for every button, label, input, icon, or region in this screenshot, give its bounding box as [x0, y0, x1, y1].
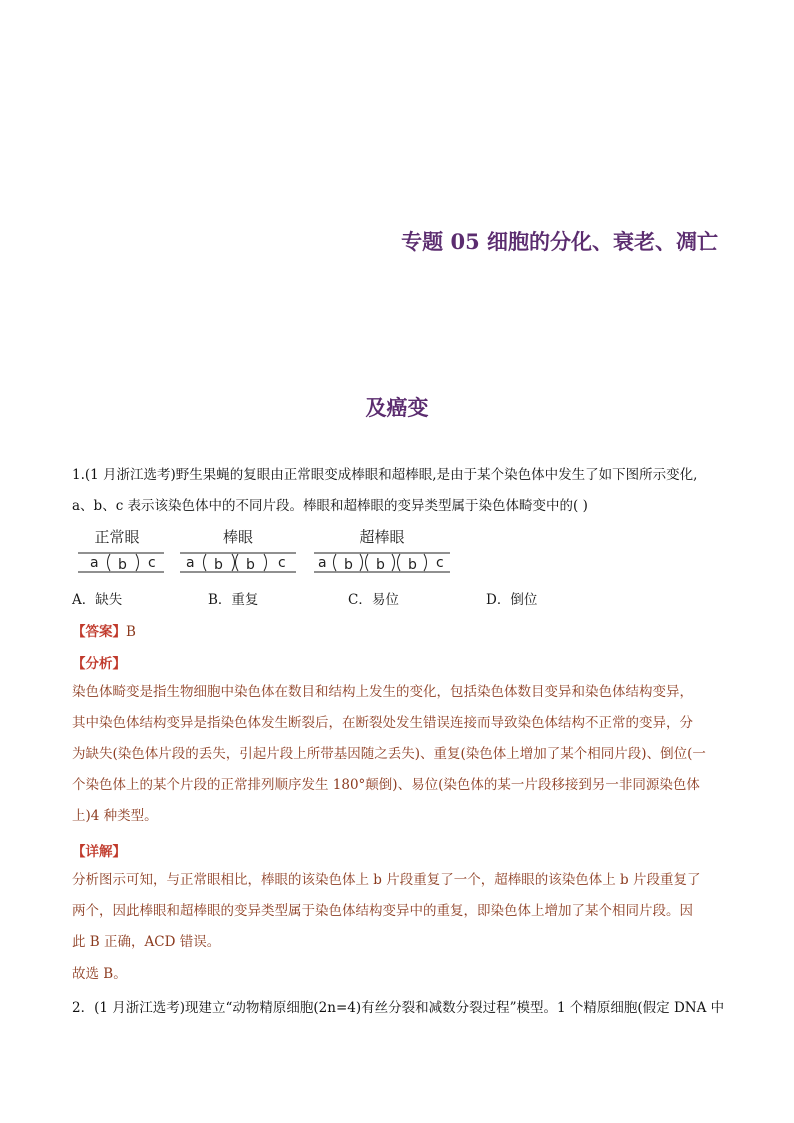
analysis-line: 为缺失(染色体片段的丢失，引起片段上所带基因随之丢失)、重复(染色体上增加了某个相同片段)、倒位(一: [72, 746, 706, 762]
detail-line: 两个，因此棒眼和超棒眼的变异类型属于染色体结构变异中的重复，即染色体上增加了某个相同片段。因: [72, 903, 693, 919]
chromosome-normal: [78, 553, 164, 573]
question2-stem: 2．(1 月浙江选考)现建立“动物精原细胞(2n=4)有丝分裂和减数分裂过程”模型。1 个精原细胞(假定 DNA 中: [72, 1000, 725, 1016]
chromosome-bar: [180, 553, 296, 573]
segment-b: b: [376, 557, 385, 573]
segment-b: b: [408, 557, 417, 573]
analysis-line: 其中染色体结构变异是指染色体发生断裂后，在断裂处发生错误连接而导致染色体结构不正常的变异，分: [72, 715, 693, 731]
segment-a: a: [318, 555, 327, 571]
option-b: B．重复: [208, 592, 259, 608]
segment-b: b: [214, 557, 223, 573]
page-title-line1: 专题 05 细胞的分化、衰老、凋亡: [401, 229, 718, 254]
conclusion: 故选 B。: [72, 966, 127, 982]
detail-tag: 【详解】: [72, 844, 126, 860]
answer-tag: 【答案】: [72, 624, 126, 640]
analysis-line: 个染色体上的某个片段的正常排列顺序发生 180°颠倒)、易位(染色体的某一片段移接到另一非同源染色体: [72, 777, 700, 793]
answer-line: [72, 620, 136, 640]
analysis-text: [72, 677, 732, 832]
question1-stem: [72, 460, 732, 522]
question1-stem-line2: a、b、c 表示该染色体中的不同片段。棒眼和超棒眼的变异类型属于染色体畸变中的( ): [72, 498, 588, 514]
option-a: A．缺失: [72, 592, 123, 608]
segment-a: a: [90, 555, 99, 571]
chromosome-ultrabar: [314, 553, 450, 573]
segment-c: c: [278, 555, 286, 571]
answer-value: B: [126, 624, 136, 640]
option-d: D．倒位: [486, 592, 538, 608]
analysis-line: 染色体畸变是指生物细胞中染色体在数目和结构上发生的变化，包括染色体数目变异和染色体结构变异，: [72, 684, 693, 700]
figure-label-normal: 正常眼: [94, 528, 140, 546]
question1-stem-line1: 1.(1 月浙江选考)野生果蝇的复眼由正常眼变成棒眼和超棒眼,是由于某个染色体中发生了如下图所示变化,: [72, 467, 698, 483]
page-title-line2: 及癌变: [365, 395, 429, 420]
analysis-line: 上)4 种类型。: [72, 808, 158, 824]
segment-b: b: [344, 557, 353, 573]
segment-c: c: [148, 555, 156, 571]
segment-a: a: [186, 555, 195, 571]
segment-b: b: [118, 557, 127, 573]
figure-label-bar: 棒眼: [222, 528, 254, 546]
detail-line: 此 B 正确，ACD 错误。: [72, 934, 221, 950]
option-c: C．易位: [348, 592, 399, 608]
chromosome-figure: [72, 524, 472, 580]
segment-b: b: [246, 557, 255, 573]
segment-c: c: [436, 555, 444, 571]
detail-line: 分析图示可知，与正常眼相比，棒眼的该染色体上 b 片段重复了一个，超棒眼的该染色体上 b 片段重复了: [72, 872, 701, 888]
analysis-tag: 【分析】: [72, 656, 126, 672]
detail-text: [72, 865, 732, 958]
figure-label-ultrabar: 超棒眼: [359, 528, 405, 546]
